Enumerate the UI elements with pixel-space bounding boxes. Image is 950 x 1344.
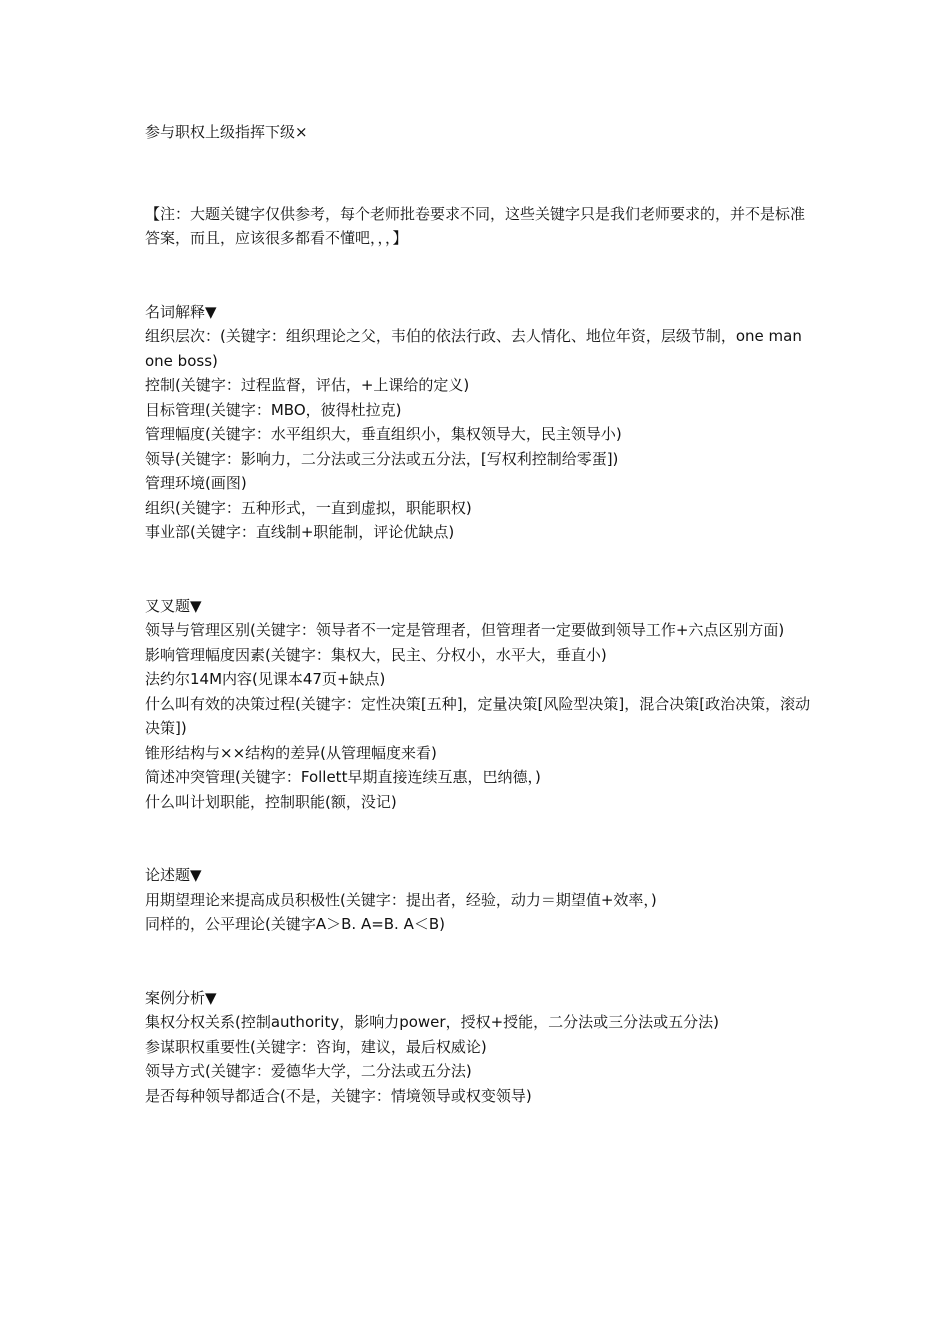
section-cross-questions: [145, 594, 813, 815]
list-item: 是否每种领导都适合(不是，关键字：情境领导或权变领导): [145, 1086, 532, 1105]
list-item: 管理环境(画图): [145, 474, 247, 492]
list-item: 锥形结构与××结构的差异(从管理幅度来看): [145, 743, 437, 762]
list-item: 事业部(关键字：直线制+职能制，评论优缺点): [145, 523, 455, 541]
document-body: [145, 120, 813, 1108]
section-essay-questions: [145, 863, 813, 937]
spacer: [145, 814, 813, 863]
section-case-analysis: [145, 986, 813, 1109]
spacer: [145, 145, 813, 202]
section-heading: 叉叉题▼: [145, 596, 202, 615]
list-item: 领导方式(关键字：爱德华大学，二分法或五分法): [145, 1062, 472, 1080]
spacer: [145, 251, 813, 300]
list-item: 组织(关键字：五种形式，一直到虚拟，职能职权): [145, 498, 472, 517]
list-item: 影响管理幅度因素(关键字：集权大，民主、分权小，水平大，垂直小): [145, 645, 607, 664]
section-heading: 案例分析▼: [145, 988, 217, 1007]
spacer: [145, 545, 813, 594]
section-heading: 论述题▼: [145, 866, 202, 884]
list-item: 管理幅度(关键字：水平组织大，垂直组织小，集权领导大，民主领导小): [145, 425, 622, 443]
list-item: 领导与管理区别(关键字：领导者不一定是管理者，但管理者一定要做到领导工作+六点区别方面): [145, 621, 785, 639]
list-item: 参谋职权重要性(关键字：咨询，建议，最后权威论): [145, 1037, 487, 1056]
document-title: 参与职权上级指挥下级×: [145, 123, 308, 141]
list-item: 领导(关键字：影响力，二分法或三分法或五分法，[写权利控制给零蛋]): [145, 449, 619, 468]
list-item: 简述冲突管理(关键字：Follett早期直接连续互惠，巴纳德，): [145, 768, 541, 786]
spacer: [145, 937, 813, 986]
list-item: 组织层次：(关键字：组织理论之父，韦伯的依法行政、去人情化、地位年资，层级节制，one man one boss): [145, 327, 802, 370]
document-note: 【注：大题关键字仅供参考，每个老师批卷要求不同，这些关键字只是我们老师要求的，并不是标准答案，而且，应该很多都看不懂吧，，，】: [145, 204, 806, 247]
section-noun-explanation: [145, 300, 813, 545]
list-item: 什么叫有效的决策过程(关键字：定性决策[五种]，定量决策[风险型决策]，混合决策[政治决策，滚动决策]): [145, 694, 811, 737]
list-item: 用期望理论来提高成员积极性(关键字：提出者，经验，动力＝期望值+效率，): [145, 890, 657, 909]
list-item: 目标管理(关键字：MBO，彼得杜拉克): [145, 400, 402, 419]
list-item: 集权分权关系(控制authority，影响力power，授权+授能，二分法或三分法或五分法): [145, 1013, 719, 1031]
section-heading: 名词解释▼: [145, 302, 217, 321]
list-item: 什么叫计划职能，控制职能(额，没记): [145, 792, 397, 811]
list-item: 同样的，公平理论(关键字A＞B. A=B. A＜B): [145, 915, 446, 933]
list-item: 法约尔14M内容(见课本47页+缺点): [145, 670, 386, 688]
list-item: 控制(关键字：过程监督，评估，+上课给的定义): [145, 376, 470, 394]
